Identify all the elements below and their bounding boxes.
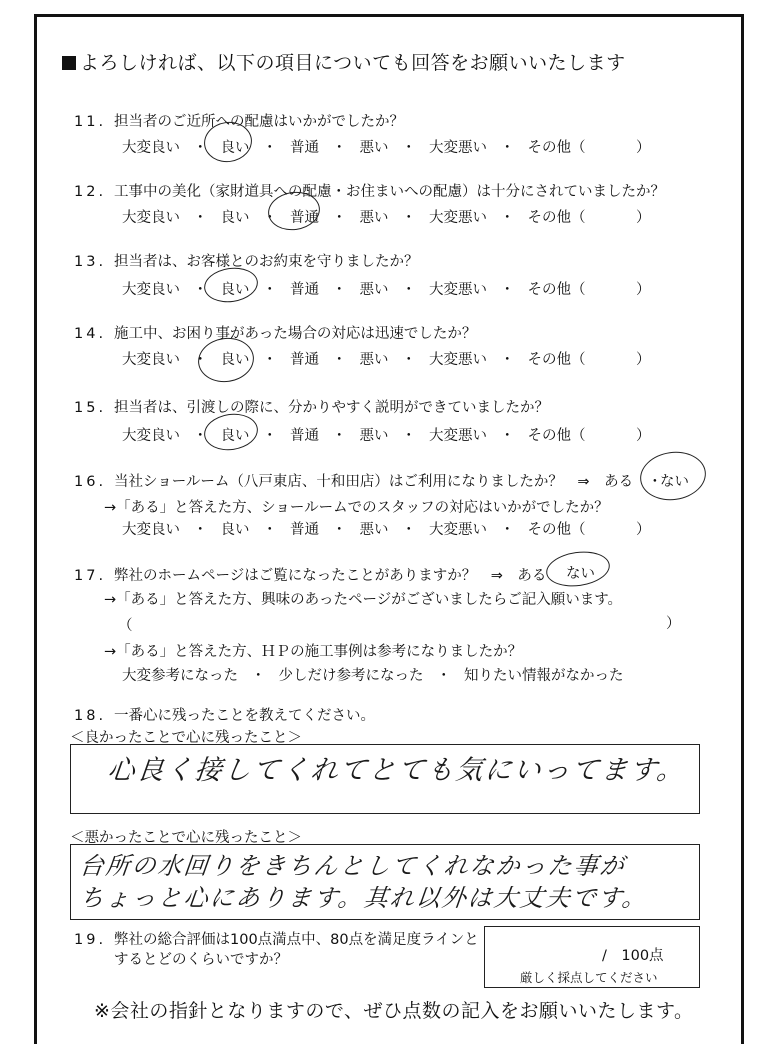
score-suffix: / 100点 <box>602 948 664 964</box>
option-very-bad[interactable]: 大変悪い <box>429 428 487 444</box>
options-q11[interactable]: 大変良い ・ 良い ・ 普通 ・ 悪い ・ 大変悪い ・ その他（ <box>122 136 586 157</box>
question-text: 弊社のホームページはご覧になったことがありますか？ ⇒ ある <box>114 568 547 584</box>
option-other[interactable]: その他（ <box>527 428 586 444</box>
option-bad[interactable]: 悪い <box>359 282 389 298</box>
answer-no[interactable]: ない <box>566 566 595 582</box>
question-number: 17. <box>74 568 107 584</box>
paren-close: ） <box>636 282 651 298</box>
bad-label: ＜悪かったことで心に残ったこと＞ <box>70 830 302 846</box>
option-good[interactable]: 良い <box>220 282 250 298</box>
sub-question: →「ある」と答えた方、ＨＰの施工事例は参考になりましたか？ <box>104 644 523 660</box>
question-text: 工事中の美化（家財道具への配慮・お住まいへの配慮）は十分にされていましたか？ <box>114 184 665 200</box>
question-number: 16. <box>74 474 107 490</box>
question-18 <box>74 704 375 725</box>
option-very-good[interactable]: 大変良い <box>122 210 180 226</box>
bad-answer-line2: ちょっと心にあります。其れ以外は大丈夫です。 <box>78 884 650 912</box>
paren-close: ） <box>636 522 651 538</box>
option-good[interactable]: 良い <box>220 428 250 444</box>
question-number: 11. <box>74 114 107 130</box>
option-very-good[interactable]: 大変良い <box>122 352 180 368</box>
option-very-helpful[interactable]: 大変参考になった <box>122 668 238 684</box>
option-very-good[interactable]: 大変良い <box>122 140 180 156</box>
score-note: 厳しく採点してください <box>520 970 658 985</box>
question-16 <box>74 470 662 491</box>
option-bad[interactable]: 悪い <box>359 210 389 226</box>
question-text-line2: するとどのくらいですか？ <box>114 952 288 968</box>
question-14 <box>74 322 476 343</box>
sub-question: →「ある」と答えた方、ショールームでのスタッフの対応はいかがでしたか？ <box>104 500 609 516</box>
question-13 <box>74 250 419 271</box>
option-not-found[interactable]: 知りたい情報がなかった <box>464 668 624 684</box>
option-bad[interactable]: 悪い <box>359 428 389 444</box>
paren-open: （ <box>118 618 133 634</box>
option-other[interactable]: その他（ <box>527 140 586 156</box>
options-q15[interactable]: 大変良い ・ 良い ・ 普通 ・ 悪い ・ 大変悪い ・ その他（ <box>122 424 586 445</box>
paren-close: ） <box>666 616 681 632</box>
footer-note: ※会社の指針となりますので、ぜひ点数の記入をお願いいたします。 <box>94 1000 694 1022</box>
question-number: 15. <box>74 400 107 416</box>
option-good[interactable]: 良い <box>220 140 250 156</box>
question-text: 弊社の総合評価は100点満点中、80点を満足度ラインと <box>114 932 479 948</box>
option-very-good[interactable]: 大変良い <box>122 522 180 538</box>
option-normal[interactable]: 普通 <box>290 282 319 298</box>
option-other[interactable]: その他（ <box>527 352 586 368</box>
paren-close: ） <box>636 210 651 226</box>
header-text: よろしければ、以下の項目についても回答をお願いいたします <box>80 52 626 74</box>
question-number: 18. <box>74 708 107 724</box>
question-number: 12. <box>74 184 107 200</box>
option-other[interactable]: その他（ <box>527 282 586 298</box>
option-normal[interactable]: 普通 <box>290 352 319 368</box>
options-q17-ref[interactable]: 大変参考になった ・ 少しだけ参考になった ・ 知りたい情報がなかった <box>122 664 624 685</box>
question-number: 19. <box>74 932 107 948</box>
option-good[interactable]: 良い <box>220 522 250 538</box>
options-q16[interactable]: 大変良い ・ 良い ・ 普通 ・ 悪い ・ 大変悪い ・ その他（ <box>122 518 586 539</box>
question-text: 一番心に残ったことを教えてください。 <box>114 708 375 724</box>
question-12 <box>74 180 665 201</box>
option-very-good[interactable]: 大変良い <box>122 428 180 444</box>
paren-close: ） <box>636 428 651 444</box>
option-normal[interactable]: 普通 <box>290 428 319 444</box>
good-label: ＜良かったことで心に残ったこと＞ <box>70 730 302 746</box>
option-good[interactable]: 良い <box>220 210 250 226</box>
square-bullet-icon <box>62 56 76 70</box>
question-17 <box>74 564 546 585</box>
question-19 <box>74 928 479 949</box>
option-very-good[interactable]: 大変良い <box>122 282 180 298</box>
option-normal[interactable]: 普通 <box>290 210 319 226</box>
answer-no[interactable]: ない <box>660 474 689 490</box>
option-very-bad[interactable]: 大変悪い <box>429 522 487 538</box>
paren-close: ） <box>636 352 651 368</box>
option-slightly-helpful[interactable]: 少しだけ参考になった <box>278 668 424 684</box>
option-very-bad[interactable]: 大変悪い <box>429 282 487 298</box>
option-very-bad[interactable]: 大変悪い <box>429 352 487 368</box>
option-normal[interactable]: 普通 <box>290 140 319 156</box>
option-very-bad[interactable]: 大変悪い <box>429 210 487 226</box>
question-number: 14. <box>74 326 107 342</box>
bad-answer-line1: 台所の水回りをきちんとしてくれなかった事が <box>78 852 628 880</box>
option-other[interactable]: その他（ <box>527 522 586 538</box>
question-15 <box>74 396 549 417</box>
question-text: 担当者は、お客様とのお約束を守りましたか？ <box>114 254 419 270</box>
option-bad[interactable]: 悪い <box>359 352 389 368</box>
option-very-bad[interactable]: 大変悪い <box>429 140 487 156</box>
option-normal[interactable]: 普通 <box>290 522 319 538</box>
option-good[interactable]: 良い <box>220 352 250 368</box>
options-q14[interactable]: 大変良い ・ 良い ・ 普通 ・ 悪い ・ 大変悪い ・ その他（ <box>122 348 586 369</box>
option-other[interactable]: その他（ <box>527 210 586 226</box>
question-text: 当社ショールーム（八戸東店、十和田店）はご利用になりましたか？ ⇒ ある ・ <box>114 474 663 490</box>
question-text: 施工中、お困り事があった場合の対応は迅速でしたか？ <box>114 326 477 342</box>
paren-close: ） <box>636 140 651 156</box>
section-header <box>62 48 626 75</box>
options-q12[interactable]: 大変良い ・ 良い ・ 普通 ・ 悪い ・ 大変悪い ・ その他（ <box>122 206 586 227</box>
option-bad[interactable]: 悪い <box>359 522 389 538</box>
question-number: 13. <box>74 254 107 270</box>
question-text: 担当者は、引渡しの際に、分かりやすく説明ができていましたか？ <box>114 400 549 416</box>
question-text: 担当者のご近所への配慮はいかがでしたか？ <box>114 114 404 130</box>
option-bad[interactable]: 悪い <box>359 140 389 156</box>
good-answer-text: 心良く接してくれてとても気にいってます。 <box>106 755 688 786</box>
options-q13[interactable]: 大変良い ・ 良い ・ 普通 ・ 悪い ・ 大変悪い ・ その他（ <box>122 278 586 299</box>
sub-question: →「ある」と答えた方、興味のあったページがございましたらご記入願います。 <box>104 592 623 608</box>
